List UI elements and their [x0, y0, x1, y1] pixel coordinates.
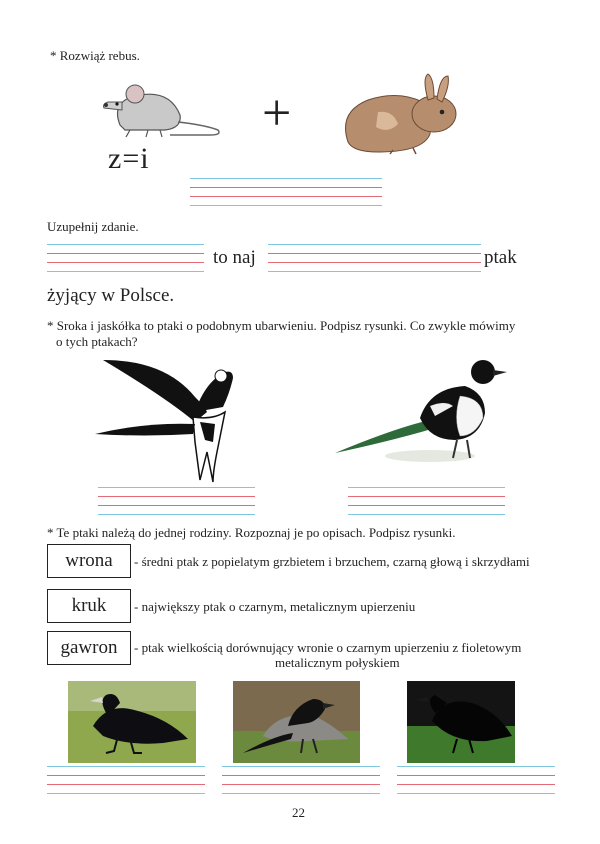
crow-name-box-wrona: wrona — [47, 544, 131, 578]
rebus-plus: + — [262, 85, 292, 142]
raven-label-lines[interactable] — [397, 766, 555, 796]
sentence-instruction: Uzupełnij zdanie. — [47, 219, 139, 234]
crow-description-kruk: - największy ptak o czarnym, metalicznym upierzeniu — [134, 599, 416, 614]
rebus-letter-swap: z=i — [108, 142, 150, 175]
birds-compare-instruction-2: o tych ptakach? — [56, 334, 138, 349]
crow-name-box-kruk: kruk — [47, 589, 131, 623]
hooded-crow-label-lines[interactable] — [222, 766, 380, 796]
sentence-blank-1[interactable] — [47, 244, 204, 274]
rook-photo — [68, 681, 196, 763]
rook-label-lines[interactable] — [47, 766, 205, 796]
rabbit-image — [338, 72, 460, 154]
sentence-part3: żyjący w Polsce. — [47, 285, 175, 306]
crow-description-wrona: - średni ptak z popielatym grzbietem i brzuchem, czarną głową i skrzydłami — [134, 554, 530, 569]
crow-name-box-gawron: gawron — [47, 631, 131, 665]
sentence-blank-2[interactable] — [268, 244, 481, 274]
mouse-image — [100, 80, 225, 142]
magpie-label-lines[interactable] — [348, 487, 505, 517]
crows-instruction: * Te ptaki należą do jednej rodziny. Rozpoznaj je po opisach. Podpisz rysunki. — [47, 525, 456, 540]
sentence-part2: ptak — [484, 247, 517, 268]
sentence-part1: to naj — [213, 247, 256, 268]
rebus-answer-lines[interactable] — [190, 178, 382, 208]
rebus-instruction: * Rozwiąż rebus. — [50, 48, 140, 63]
raven-photo — [407, 681, 515, 763]
page-number: 22 — [292, 805, 305, 820]
birds-compare-instruction-1: * Sroka i jaskółka to ptaki o podobnym ubarwieniu. Podpisz rysunki. Co zwykle mówimy — [47, 318, 516, 333]
hooded-crow-photo — [233, 681, 360, 763]
swallow-image — [95, 352, 250, 484]
crow-description-gawron-2: metalicznym połyskiem — [275, 655, 400, 670]
swallow-label-lines[interactable] — [98, 487, 255, 517]
magpie-image — [335, 358, 510, 464]
crow-description-gawron: - ptak wielkością dorównujący wronie o czarnym upierzeniu z fioletowym — [134, 640, 522, 655]
